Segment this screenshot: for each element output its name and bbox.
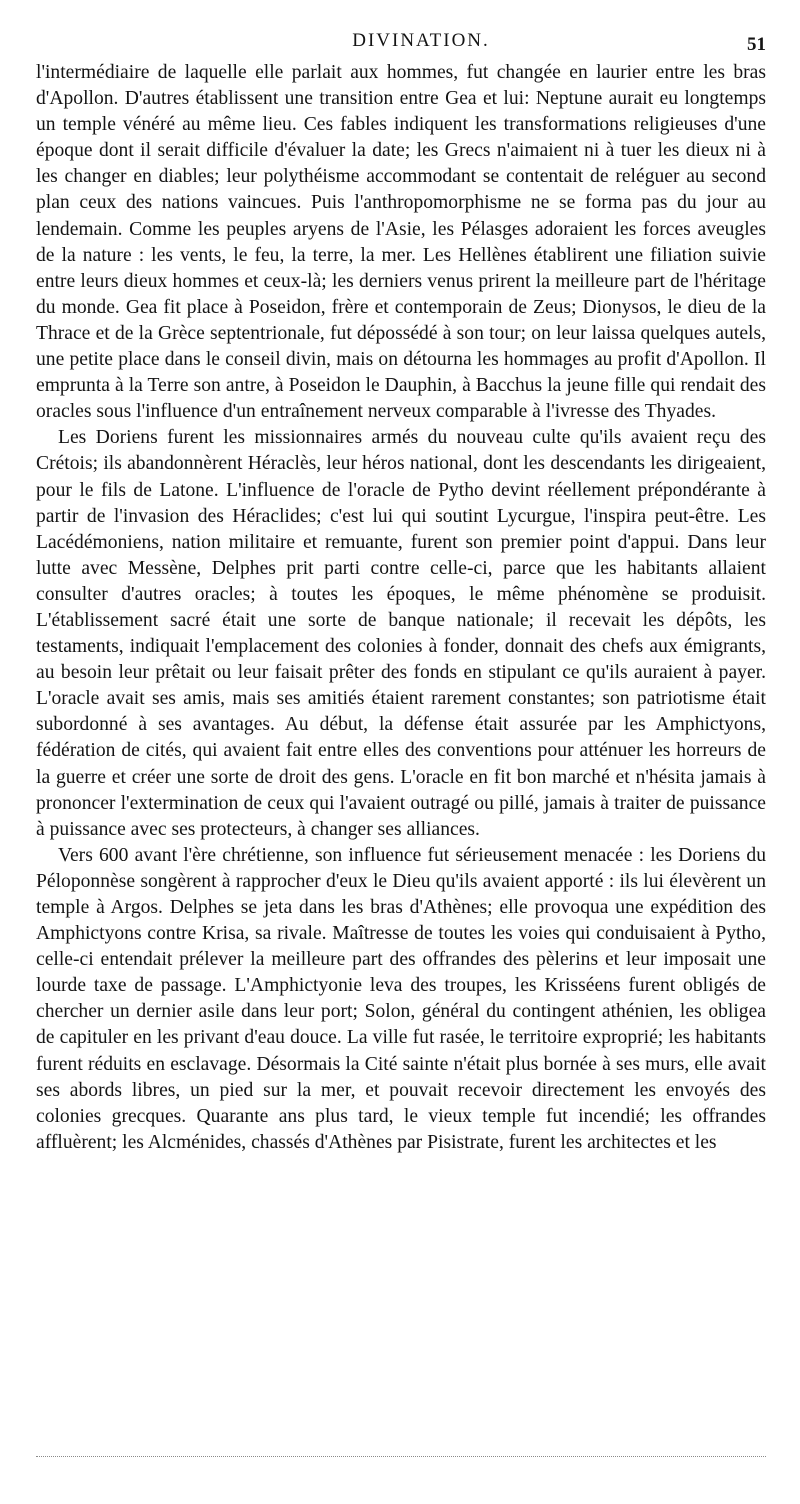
paragraph-continued: l'intermédiaire de laquelle elle parlait aux hommes, fut changée en laurier entre les bras d'Apollon. D'autres établissent une transition entre Gea et lui: Neptune aurait eu longtemps un temple vénéré au même lieu. Ces fables indiquent les transformations religieuses d'une époque dont il serait difficile d'évaluer la date; les Grecs n'aimaient ni à tuer les dieux ni à les changer en diables; leur polythéisme accommodant se contentait de reléguer au second plan ceux des nations vaincues. Puis l'anthropomorphisme ne se forma pas du jour au lendemain. Comme les peuples aryens de l'Asie, les Pélasges adoraient les forces aveugles de la nature : les vents, le feu, la terre, la mer. Les Hellènes établirent une filiation suivie entre leurs dieux hommes et ceux-là; les derniers venus prirent la meilleure part de l'héritage du monde. Gea fit place à Poseidon, frère et contemporain de Zeus; Dionysos, le dieu de la Thrace et de la Grèce septentrionale, fut dépossédé à son tour; on leur laissa quelques autels, une petite place dans le conseil divin, mais on détourna les hommages au profit d'Apollon. Il emprunta à la Terre son antre, à Poseidon le Dauphin, à Bacchus la jeune fille qui rendait des oracles sous l'influence d'un entraînement nerveux comparable à l'ivresse des Thyades. <box>36 62 766 423</box>
page-number: 51 <box>747 34 766 55</box>
footer-dotted-rule <box>36 1456 766 1457</box>
book-page <box>36 14 766 1494</box>
running-title: DIVINATION. <box>352 30 490 51</box>
running-head <box>36 14 766 54</box>
paragraph-vers-600: Vers 600 avant l'ère chrétienne, son influence fut sérieusement menacée : les Doriens du Péloponnèse songèrent à rapprocher d'eux le Dieu qu'ils avaient apporté : ils lui élevèrent un temple à Argos. Delphes se jeta dans les bras d'Athènes; elle provoqua une expédition des Amphictyons contre Krisa, sa rivale. Maîtresse de toutes les voies qui conduisaient à Pytho, celle-ci entendait prélever la meilleure part des offrandes des pèlerins et leur imposait une lourde taxe de passage. L'Amphictyonie leva des troupes, les Krisséens furent obligés de chercher un dernier asile dans leur port; Solon, général du contingent athénien, les obligea de capituler en les privant d'eau douce. La ville fut rasée, le territoire exproprié; les habitants furent réduits en esclavage. Désormais la Cité sainte n'était plus bornée à ses murs, elle avait ses abords libres, un pied sur la mer, et pouvait recevoir directement les envoyés des colonies grecques. Quarante ans plus tard, le vieux temple fut incendié; les offrandes affluèrent; les Alcménides, chassés d'Athènes par Pisistrate, furent les architectes et les <box>36 844 766 1153</box>
paragraph-doriens: Les Doriens furent les missionnaires armés du nouveau culte qu'ils avaient reçu des Crétois; ils abandonnèrent Héraclès, leur héros national, dont les descendants les dirigeaient, pour le fils de Latone. L'influence de l'oracle de Pytho devint réellement prépondérante à partir de l'invasion des Héraclides; c'est lui qui soutint Lycurgue, l'inspira peut-être. Les Lacédémoniens, nation militaire et remuante, furent son premier point d'appui. Dans leur lutte avec Messène, Delphes prit parti contre celle-ci, parce que les habitants allaient consulter d'autres oracles; à toutes les époques, le même phénomène se produisit. L'établissement sacré était une sorte de banque nationale; il recevait les dépôts, les testaments, indiquait l'emplacement des colonies à fonder, donnait des chefs aux émigrants, au besoin leur prêtait ou leur faisait prêter des fonds en stipulant ce qu'ils auraient à payer. L'oracle avait ses amis, mais ses amitiés étaient rarement constantes; son patriotisme était subordonné à ses avantages. Au début, la défense était assurée par les Amphictyons, fédération de cités, qui avaient fait entre elles des conventions pour atténuer les horreurs de la guerre et créer une sorte de droit des gens. L'oracle en fit bon marché et n'hésita jamais à prononcer l'extermination de ceux qui l'avaient outragé ou pillé, jamais à traiter de puissance à puissance avec ses protecteurs, à changer ses alliances. <box>36 427 766 840</box>
body-text <box>36 60 766 1156</box>
